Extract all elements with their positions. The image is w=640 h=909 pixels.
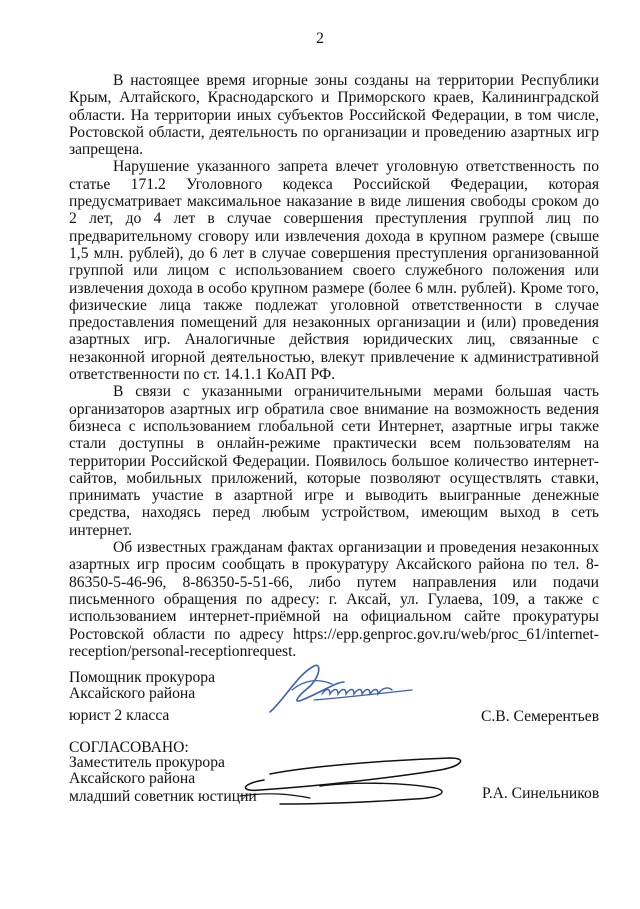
approval-position-line1: Заместитель прокурора	[69, 754, 225, 771]
approval-heading: СОГЛАСОВАНО:	[69, 739, 189, 756]
signatory-position	[69, 670, 215, 702]
paragraph-criminal-liability: Нарушение указанного запрета влечет уголовную ответственность по статье 171.2 Уголовного кодекса Российской Федерации, которая предусматривает максимальное наказание в виде лишения свободы сроком до 2 лет, до 4 лет в случае совершения преступления группой лиц по предварительному сговору или извлечения дохода в крупном размере (свыше 1,5 млн. рублей), до 6 лет в случае совершения преступления организованной группой или лицом с использованием своего служебного положения или извлечения дохода в особо крупном размере (более 6 млн. рублей). Кроме того, физические лица также подлежат уголовной ответственности в случае предоставления помещений для незаконных организации и (или) проведения азартных игр. Аналогичные действия юридических лиц, связанные с незаконной игорной деятельностью, влекут привлечение к административной ответственности по ст. 14.1.1 КоАП РФ.	[69, 158, 599, 384]
approval-position-line2: Аксайского района	[69, 770, 196, 787]
signatory-position-line1: Помощник прокурора	[69, 669, 216, 686]
document-body	[69, 72, 599, 660]
page-number: 2	[316, 30, 324, 47]
approval-signature-icon	[200, 746, 500, 816]
approval-rank: младший советник юстиции	[69, 788, 257, 805]
paragraph-online-gambling: В связи с указанными ограничительными мерами большая часть организаторов азартных игр обратила свое внимание на возможность ведения бизнеса с использованием глобальной сети Интернет, азартные игры также стали доступны в онлайн-режиме практически всем пользователям на территории Российской Федерации. Появилось большое количество интернет-сайтов, мобильных приложений, которые позволяют осуществлять ставки, принимать участие в азартной игре и выводить выигранные денежные средства, находясь перед любым устройством, имеющим выход в сеть интернет.	[69, 383, 599, 539]
paragraph-report-request: Об известных гражданам фактах организации и проведения незаконных азартных игр просим сообщать в прокуратуру Аксайского района по тел. 8-86350-5-46-96, 8-86350-5-51-66, либо путем направления или подачи письменного обращения по адресу: г. Аксай, ул. Гулаева, 109, а также с использованием интернет-приёмной на официальном сайте прокуратуры Ростовской области по адресу https://epp.genproc.gov.ru/web/proc_61/internet-reception/personal-receptionrequest.	[69, 539, 599, 660]
paragraph-gaming-zones: В настоящее время игорные зоны созданы на территории Республики Крым, Алтайского, Краснодарского и Приморского краев, Калининградской области. На территории иных субъектов Российской Федерации, в том числе, Ростовской области, деятельность по организации и проведению азартных игр запрещена.	[69, 72, 599, 159]
signatory-position-line2: Аксайского района	[69, 685, 196, 702]
signatory-signature-icon	[262, 660, 422, 720]
signatory-name: С.В. Семерентьев	[481, 708, 600, 725]
signatory-rank: юрист 2 класса	[69, 707, 170, 724]
approval-name: Р.А. Синельников	[482, 785, 600, 802]
